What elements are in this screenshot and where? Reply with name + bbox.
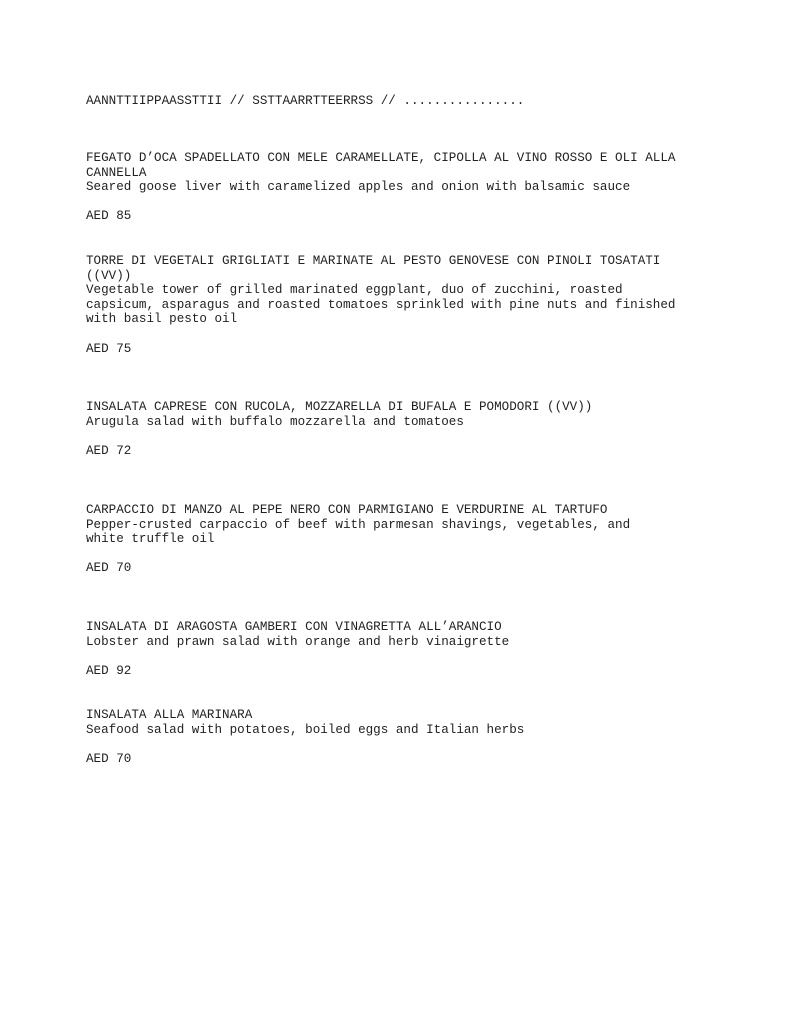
menu-item-price: AED 70 — [86, 751, 132, 766]
menu-item — [86, 151, 726, 224]
menu-item-title: TORRE DI VEGETALI GRIGLIATI E MARINATE AL PESTO GENOVESE CON PINOLI TOSATATI ((VV)) — [86, 254, 661, 283]
menu-item-title: FEGATO D’OCA SPADELLATO CON MELE CARAMELLATE, CIPOLLA AL VINO ROSSO E OLI ALLA CANNELLA — [86, 151, 676, 180]
menu-item-description: Arugula salad with buffalo mozzarella and tomatoes — [86, 414, 464, 429]
section-header: AANNTTIIPPAASSTTII // SSTTAARRTTEERRSS // ................ — [86, 94, 525, 108]
menu-item-price: AED 70 — [86, 561, 132, 576]
menu-item-price: AED 92 — [86, 663, 132, 678]
menu-item-description: Seafood salad with potatoes, boiled eggs and Italian herbs — [86, 722, 525, 737]
menu-item-description: Pepper-crusted carpaccio of beef with parmesan shavings, vegetables, and white truffle oil — [86, 517, 631, 547]
menu-item-description: Lobster and prawn salad with orange and herb vinaigrette — [86, 634, 510, 649]
menu-item-title: CARPACCIO DI MANZO AL PEPE NERO CON PARMIGIANO E VERDURINE AL TARTUFO — [86, 503, 608, 517]
menu-item-price: AED 75 — [86, 341, 132, 356]
menu-item-title: INSALATA DI ARAGOSTA GAMBERI CON VINAGRETTA ALL’ARANCIO — [86, 620, 502, 634]
menu-item-title: INSALATA CAPRESE CON RUCOLA, MOZZARELLA DI BUFALA E POMODORI ((VV)) — [86, 400, 593, 414]
menu-item — [86, 620, 726, 678]
menu-item-description: Vegetable tower of grilled marinated eggplant, duo of zucchini, roasted capsicum, asparagus and roasted tomatoes sprinkled with pine nuts and finished with basil pesto oil — [86, 283, 676, 327]
menu-item — [86, 254, 726, 356]
menu-item — [86, 503, 726, 576]
menu-item — [86, 400, 726, 458]
menu-item-description: Seared goose liver with caramelized apples and onion with balsamic sauce — [86, 180, 631, 195]
menu-item-price: AED 72 — [86, 443, 132, 458]
menu-item — [86, 708, 726, 766]
menu-item-price: AED 85 — [86, 209, 132, 224]
menu-item-title: INSALATA ALLA MARINARA — [86, 708, 253, 722]
